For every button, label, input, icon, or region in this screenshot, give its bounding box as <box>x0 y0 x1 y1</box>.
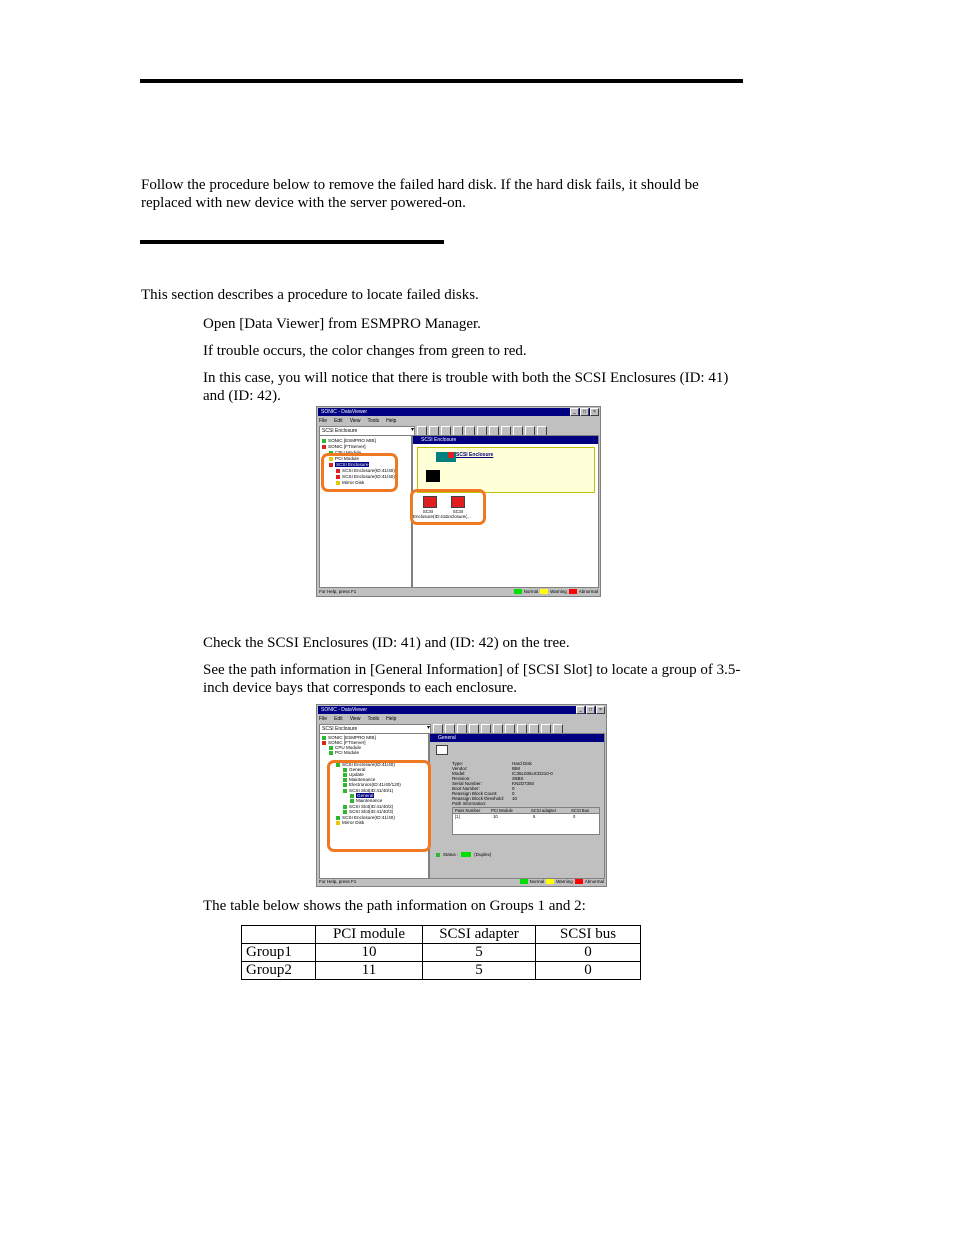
prop-label: Boot Number: <box>452 786 480 791</box>
table-row <box>242 944 641 962</box>
highlight-tree <box>321 453 398 492</box>
intro-paragraph: Follow the procedure below to remove the failed hard disk. If the hard disk fails, it should be replaced with new device with the server powered-on. <box>141 177 699 211</box>
enclosure-label: SCSI Enclosure(... <box>445 509 471 519</box>
detail-pane <box>429 733 605 879</box>
status-normal-icon <box>322 736 326 740</box>
abnormal-swatch <box>575 879 583 884</box>
table-header-cell: PCI module <box>316 926 423 944</box>
pane-header: SCSI Enclosure <box>413 436 598 444</box>
toolbar-button[interactable] <box>489 426 499 436</box>
toolbar-button[interactable] <box>529 724 539 734</box>
path-info-summary-table <box>241 925 641 980</box>
prop-label: Path Information: <box>452 801 487 806</box>
prop-value: 0 <box>512 791 515 796</box>
table-cell: 0 <box>536 944 641 962</box>
prop-value: 10 <box>512 796 518 801</box>
prop-value: KN2D7350 <box>512 781 535 786</box>
tree-node[interactable]: SCSI Slot(ID:41/40/2) <box>343 804 393 809</box>
mini-cell: 5 <box>533 814 536 819</box>
toolbar-button[interactable] <box>517 724 527 734</box>
menu-view[interactable]: View <box>349 716 361 722</box>
mini-col-header: SCSI Bus <box>571 808 590 813</box>
normal-swatch <box>520 879 528 884</box>
prop-value: S5BS <box>512 776 524 781</box>
menu-help[interactable]: Help <box>386 716 397 722</box>
menu-help[interactable]: Help <box>386 418 397 424</box>
tree-node[interactable]: SCSI Enclosure(ID:41/40) <box>336 468 395 473</box>
object-combo[interactable]: SCSI Enclosure ▾ <box>319 426 415 436</box>
tree-node[interactable]: Update <box>343 772 364 777</box>
tree-node[interactable]: SCSI Enclosure(ID:41/40) <box>336 762 395 767</box>
status-label: Status : (Duplex) <box>436 852 491 857</box>
status-legend: Normal Warning Abnormal <box>520 878 604 885</box>
hard-disk-icon <box>436 745 448 755</box>
dataviewer-screenshot-1 <box>316 406 601 597</box>
warning-swatch <box>546 879 554 884</box>
tree-node[interactable]: Electronics(ID:41/40/120) <box>343 782 401 787</box>
close-icon[interactable]: × <box>590 408 599 416</box>
back-icon[interactable] <box>429 426 439 436</box>
window-controls <box>576 706 605 714</box>
top-rule <box>140 79 743 83</box>
step-1-note: If trouble occurs, the color changes from green to red. <box>203 343 527 359</box>
mini-col-header: PCI Module <box>491 808 513 813</box>
toolbar-button[interactable] <box>465 426 475 436</box>
dataviewer-screenshot-2 <box>316 704 607 887</box>
tree-node[interactable]: SCSI Slot(ID:41/40/3) <box>343 809 393 814</box>
abnormal-swatch <box>569 589 577 594</box>
prop-value: IBM <box>512 766 521 771</box>
toolbar-button[interactable] <box>513 426 523 436</box>
table-intro: The table below shows the path information on Groups 1 and 2: <box>203 898 586 914</box>
toolbar-button[interactable] <box>505 724 515 734</box>
tree-node[interactable]: SONIC [FTServer] <box>322 740 366 745</box>
tree-node[interactable]: SONIC [ESMPRO MIB] <box>322 735 376 740</box>
mini-cell: 0 <box>573 814 576 819</box>
toolbar-button[interactable] <box>493 724 503 734</box>
table-cell: 5 <box>423 962 536 980</box>
chassis-graphic <box>426 470 440 482</box>
mini-col-header: Pass Number <box>455 808 481 813</box>
prop-label: Model: <box>452 771 466 776</box>
prop-label: Reassign Block threshold: <box>452 796 505 801</box>
table-cell: Group1 <box>242 944 316 962</box>
table-header-cell: SCSI adapter <box>423 926 536 944</box>
table-cell: Group2 <box>242 962 316 980</box>
tree-node[interactable]: PCI Module <box>329 456 359 461</box>
window-title: SONIC - DataViewer <box>318 706 605 714</box>
status-normal-icon <box>436 853 440 857</box>
toolbar-button[interactable] <box>541 724 551 734</box>
enclosure-banner: SCSI Enclosure <box>448 452 493 458</box>
tree-node[interactable]: General <box>343 767 365 772</box>
tree-node[interactable]: SONIC [FTServer] <box>322 444 366 449</box>
step-1: Open [Data Viewer] from ESMPRO Manager. <box>203 316 481 332</box>
tree-node[interactable]: Maintenance <box>343 777 375 782</box>
pane-header: General <box>430 734 604 742</box>
menu-file[interactable]: File <box>319 418 328 424</box>
path-info-table <box>452 807 600 835</box>
step-1-detail: In this case, you will notice that there is trouble with both the SCSI Enclosures (ID: 41) and (ID: 42). <box>203 370 729 404</box>
warning-swatch <box>540 589 548 594</box>
enclosure-diagram <box>417 447 595 493</box>
prop-label: Vendor: <box>452 766 468 771</box>
help-icon[interactable] <box>537 426 547 436</box>
status-normal-icon <box>329 746 333 750</box>
prop-label: Type: <box>452 761 464 766</box>
status-abnormal-icon <box>322 445 326 449</box>
help-icon[interactable] <box>553 724 563 734</box>
enclosure-label: SCSI Enclosure(ID:41... <box>413 509 450 519</box>
toolbar-button[interactable] <box>477 426 487 436</box>
menu-edit[interactable]: Edit <box>334 716 343 722</box>
toolbar-button[interactable] <box>453 426 463 436</box>
status-abnormal-icon <box>322 741 326 745</box>
toolbar-button[interactable] <box>417 426 427 436</box>
highlight-icons <box>410 489 486 525</box>
prop-value: IC35L036UCD210-0 <box>512 771 553 776</box>
step-2-detail: See the path information in [General Information] of [SCSI Slot] to locate a group of 3.5-inch device bays that corresponds to each enclosure. <box>203 662 741 696</box>
prop-label: Revision: <box>452 776 471 781</box>
maximize-icon[interactable]: □ <box>580 408 589 416</box>
forward-icon[interactable] <box>457 724 467 734</box>
prop-value: Hard Disk <box>512 761 532 766</box>
menu-edit[interactable]: Edit <box>334 418 343 424</box>
menu-bar <box>319 418 396 424</box>
prop-label: Reassign Block Count: <box>452 791 498 796</box>
status-normal-icon <box>322 439 326 443</box>
prop-value: 0 <box>512 786 515 791</box>
minimize-icon[interactable]: _ <box>576 706 585 714</box>
tree-node[interactable]: SONIC [ESMPRO MIB] <box>322 438 376 443</box>
tree-node[interactable]: SCSI Enclosure(ID:41/40) <box>336 474 395 479</box>
section-rule <box>140 240 444 244</box>
mini-cell: [1] <box>455 814 460 819</box>
tree-node[interactable]: PCI Module <box>329 750 359 755</box>
tree-node[interactable]: CPU Module <box>329 450 361 455</box>
window-controls <box>570 408 599 416</box>
toolbar-button[interactable] <box>525 426 535 436</box>
status-bar: For Help, press F1 <box>319 879 357 884</box>
tree-node[interactable]: Mirror Disk <box>336 480 364 485</box>
enclosure-icon <box>448 452 454 458</box>
menu-tools[interactable]: Tools <box>367 418 380 424</box>
mini-cell: 10 <box>493 814 498 819</box>
tree-node[interactable]: Mirror Disk <box>336 820 364 825</box>
tree-node[interactable]: SCSI Enclosure <box>329 462 369 467</box>
table-header-cell <box>242 926 316 944</box>
table-cell: 5 <box>423 944 536 962</box>
tree-node[interactable]: General <box>350 793 374 798</box>
window-title: SONIC - DataViewer <box>318 408 599 416</box>
toolbar-button[interactable] <box>501 426 511 436</box>
toolbar-button[interactable] <box>469 724 479 734</box>
table-cell: 11 <box>316 962 423 980</box>
menu-file[interactable]: File <box>319 716 328 722</box>
tree-node[interactable]: Maintenance <box>350 798 382 803</box>
status-bar: For Help, press F1 <box>319 589 357 594</box>
maximize-icon[interactable]: □ <box>586 706 595 714</box>
mini-col-header: SCSI adapter <box>531 808 557 813</box>
close-icon[interactable]: × <box>596 706 605 714</box>
object-combo[interactable]: SCSI Enclosure ▾ <box>319 724 431 734</box>
forward-icon[interactable] <box>441 426 451 436</box>
toolbar-button[interactable] <box>481 724 491 734</box>
minimize-icon[interactable]: _ <box>570 408 579 416</box>
table-cell: 10 <box>316 944 423 962</box>
step-2: Check the SCSI Enclosures (ID: 41) and (ID: 42) on the tree. <box>203 635 570 651</box>
tree-node[interactable]: SCSI Enclosure(ID:41/40) <box>336 815 395 820</box>
table-header-row <box>242 926 641 944</box>
prop-label: Serial Number: <box>452 781 483 786</box>
highlight-tree <box>327 760 431 852</box>
status-normal-icon <box>329 751 333 755</box>
table-header-cell: SCSI bus <box>536 926 641 944</box>
tree-node[interactable]: SCSI Slot(ID:41/40/1) <box>343 788 393 793</box>
menu-tools[interactable]: Tools <box>367 716 380 722</box>
status-legend: Normal Warning Abnormal <box>514 588 598 595</box>
normal-swatch <box>514 589 522 594</box>
status-swatch <box>461 852 471 857</box>
toolbar-button[interactable] <box>433 724 443 734</box>
table-cell: 0 <box>536 962 641 980</box>
table-row <box>242 962 641 980</box>
tree-node[interactable]: CPU Module <box>329 745 361 750</box>
menu-view[interactable]: View <box>349 418 361 424</box>
section-intro: This section describes a procedure to locate failed disks. <box>141 287 479 303</box>
back-icon[interactable] <box>445 724 455 734</box>
menu-bar <box>319 716 396 722</box>
